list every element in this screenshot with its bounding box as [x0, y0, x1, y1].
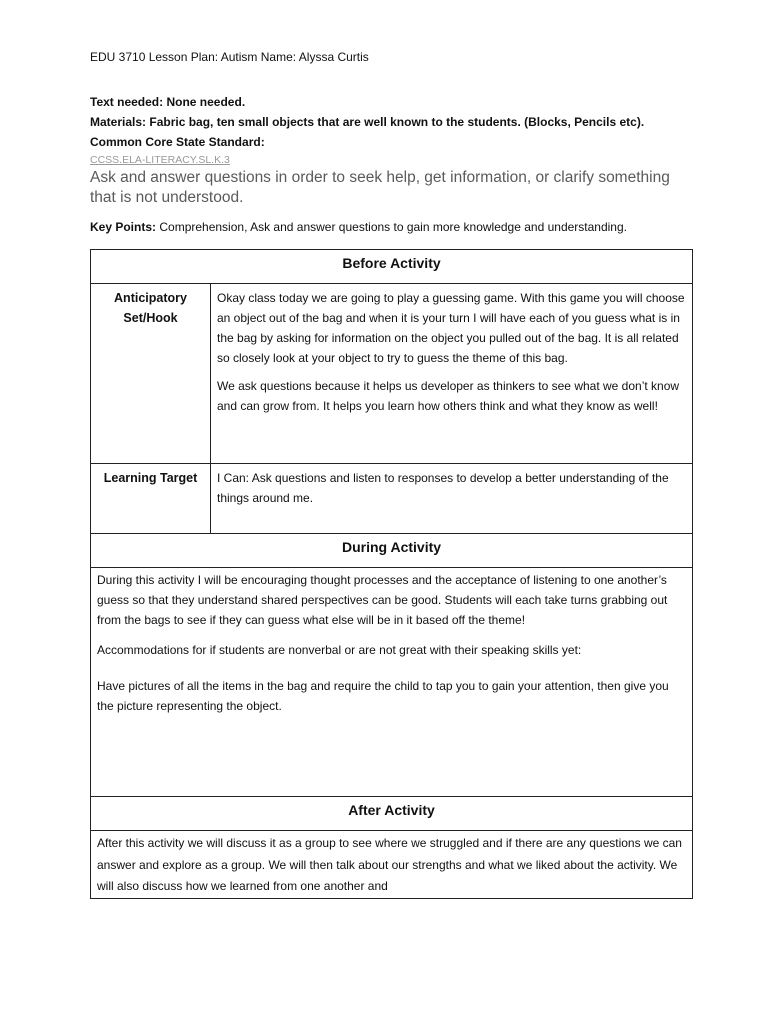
- learning-target-content: I Can: Ask questions and listen to responses to develop a better understanding of the things around me.: [211, 464, 693, 534]
- anticipatory-paragraph-1: Okay class today we are going to play a guessing game. With this game you will choose an object out of the bag and when it is your turn I will have each of you guess what is in the bag by asking for information on the object you pulled out of the bag. It is all related so closely look at your object to try to guess the theme of this bag.: [217, 291, 685, 365]
- standard-text: Ask and answer questions in order to seek help, get information, or clarify something that is not understood.: [90, 169, 670, 206]
- standard-label: Common Core State Standard:: [90, 135, 265, 149]
- after-activity-row: [91, 797, 693, 831]
- key-points-label: Key Points:: [90, 220, 157, 234]
- text-needed-value: None needed.: [166, 95, 246, 109]
- text-needed-label: Text needed:: [90, 95, 164, 109]
- during-content-row: [91, 568, 693, 797]
- key-points-line: [90, 219, 627, 235]
- materials-value: Fabric bag, ten small objects that are well known to the students. (Blocks, Pencils etc).: [149, 115, 645, 129]
- document-title: EDU 3710 Lesson Plan: Autism Name: Alyssa Curtis: [90, 50, 369, 64]
- during-activity-heading: During Activity: [91, 534, 693, 568]
- before-activity-row: [91, 250, 693, 284]
- learning-target-row: [91, 464, 693, 534]
- after-content: [91, 831, 693, 899]
- after-content-row: [91, 831, 693, 899]
- learning-target-label: Learning Target: [91, 464, 211, 534]
- after-paragraph-1: After this activity we will discuss it as a group to see where we struggled and if there are any questions we can answer and explore as a group. We will then talk about our strengths and what we liked about the activity. We will also discuss how we learned from one another and: [97, 836, 682, 893]
- lesson-plan-table: [90, 249, 693, 899]
- during-activity-row: [91, 534, 693, 568]
- materials-line: [90, 114, 644, 130]
- during-paragraph-2: Accommodations for if students are nonverbal or are not great with their speaking skills yet:: [97, 643, 582, 657]
- anticipatory-content: [211, 284, 693, 464]
- standard-link[interactable]: CCSS.ELA-LITERACY.SL.K.3: [90, 154, 230, 166]
- during-content: [91, 568, 693, 797]
- during-paragraph-1: During this activity I will be encouraging thought processes and the acceptance of listening to one another’s guess so that they understand shared perspectives can be good. Students will each take turns grabbing out from the bags to see if they can guess what else will be in it based off the theme!: [97, 573, 668, 627]
- during-paragraph-3: Have pictures of all the items in the bag and require the child to tap you to gain your attention, then give you the picture representing the object.: [97, 679, 669, 713]
- text-needed-line: [90, 94, 245, 110]
- anticipatory-paragraph-2: We ask questions because it helps us developer as thinkers to see what we don’t know and can grow from. It helps you learn how others think and what they know as well!: [217, 379, 680, 413]
- anticipatory-row: [91, 284, 693, 464]
- anticipatory-label: Anticipatory Set/Hook: [91, 284, 211, 464]
- after-activity-heading: After Activity: [91, 797, 693, 831]
- before-activity-heading: Before Activity: [91, 250, 693, 284]
- key-points-value: Comprehension, Ask and answer questions to gain more knowledge and understanding.: [159, 220, 627, 234]
- materials-label: Materials:: [90, 115, 147, 129]
